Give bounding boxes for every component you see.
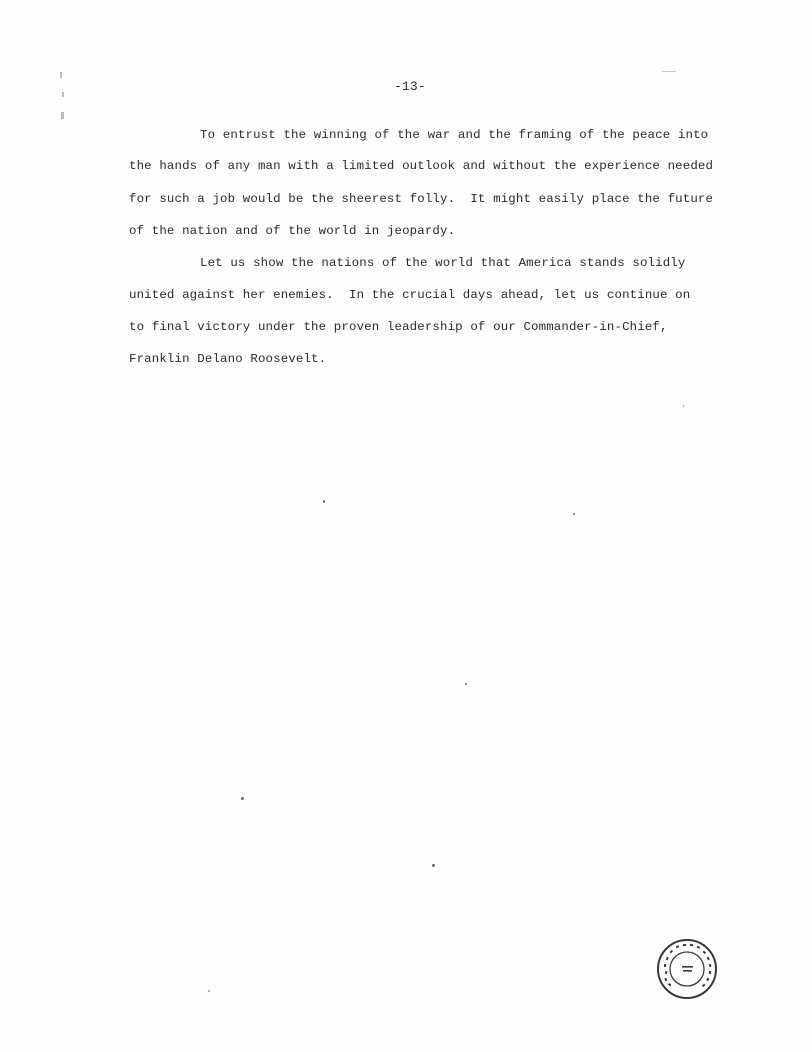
left-margin-mark: [61, 112, 64, 119]
scan-speck: [683, 405, 684, 407]
paragraph-2-line-1: Let us show the nations of the world that America stands solidly: [200, 256, 686, 270]
scan-speck: [208, 990, 210, 992]
paragraph-1-line-2: the hands of any man with a limited outlook and without the experience needed: [129, 159, 714, 173]
truman-library-seal: [656, 938, 718, 1000]
paragraph-1-line-4: of the nation and of the world in jeopardy.: [129, 224, 456, 238]
left-margin-mark: [60, 72, 62, 78]
paragraph-2-line-4: Franklin Delano Roosevelt.: [129, 352, 327, 366]
scan-speck: [241, 797, 244, 800]
paragraph-2-line-3: to final victory under the proven leadership of our Commander-in-Chief,: [129, 320, 668, 334]
paragraph-1-line-1: To entrust the winning of the war and the framing of the peace into: [200, 128, 709, 142]
top-right-mark: [662, 71, 676, 72]
scan-speck: [323, 500, 325, 503]
left-margin-mark: [62, 92, 64, 97]
scan-speck: [573, 513, 575, 515]
paragraph-2-line-2: united against her enemies. In the crucial days ahead, let us continue on: [129, 288, 691, 302]
scan-speck: [465, 683, 467, 685]
page-number: -13-: [394, 79, 426, 94]
paragraph-1-line-3: for such a job would be the sheerest folly. It might easily place the future: [129, 192, 714, 206]
scan-speck: [432, 864, 435, 867]
